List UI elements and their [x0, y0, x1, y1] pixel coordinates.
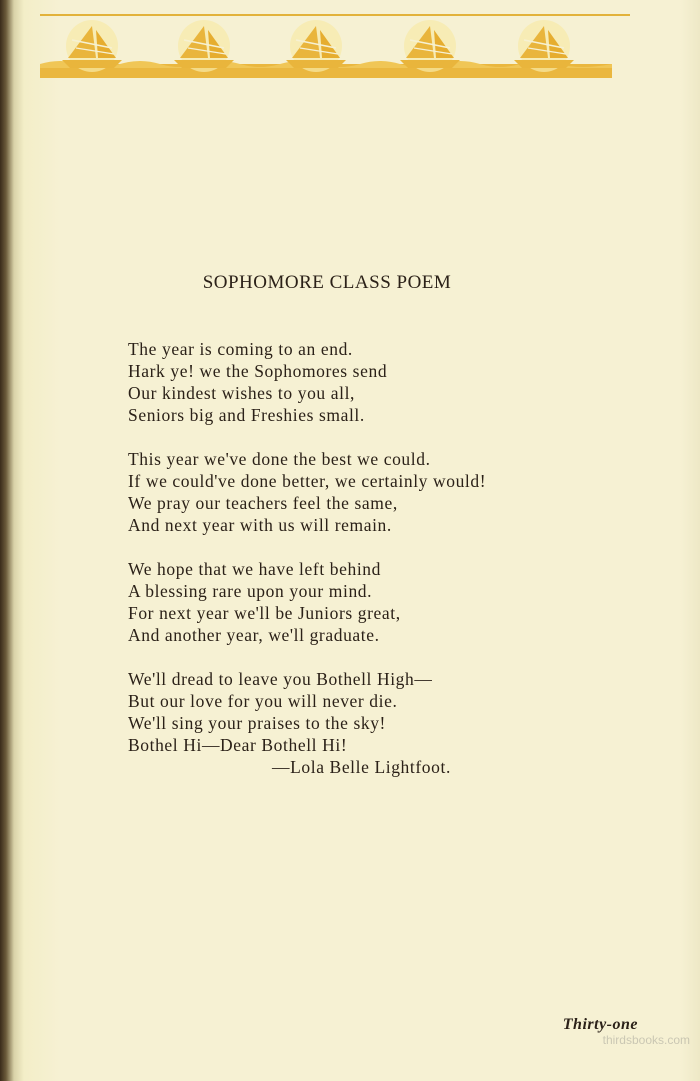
poem-body [128, 338, 598, 778]
stanza [128, 338, 598, 426]
poem-line: A blessing rare upon your mind. [128, 581, 373, 601]
poem-line: We hope that we have left behind [128, 559, 381, 579]
poem-line: This year we've done the best we could. [128, 449, 431, 469]
poem-line: We'll sing your praises to the sky! [128, 713, 386, 733]
poem-line: And another year, we'll graduate. [128, 625, 380, 645]
poem-line: We'll dread to leave you Bothell High— [128, 669, 433, 689]
stanza [128, 558, 598, 646]
sailboat-icon [514, 20, 574, 72]
poem-title: SOPHOMORE CLASS POEM [202, 272, 452, 293]
poem-line: We pray our teachers feel the same, [128, 493, 398, 513]
poem-line: Seniors big and Freshies small. [128, 405, 365, 425]
sailboat-banner [40, 14, 612, 78]
poem-attribution: —Lola Belle Lightfoot. [272, 757, 451, 777]
page-number: Thirty-one [562, 1016, 638, 1033]
sailboat-icon [400, 20, 460, 72]
poem-line: If we could've done better, we certainly would! [128, 471, 487, 491]
stanza [128, 448, 598, 536]
poem-line: Our kindest wishes to you all, [128, 383, 356, 403]
poem-line: And next year with us will remain. [128, 515, 392, 535]
poem-line: For next year we'll be Juniors great, [128, 603, 401, 623]
poem-line: Hark ye! we the Sophomores send [128, 361, 388, 381]
poem-line: The year is coming to an end. [128, 339, 353, 359]
sailboat-icon [286, 20, 346, 72]
stanza [128, 668, 598, 756]
sailboat-icon [174, 20, 234, 72]
sailboat-icon [62, 20, 122, 72]
poem-line: Bothel Hi—Dear Bothell Hi! [128, 735, 348, 755]
poem-line: But our love for you will never die. [128, 691, 398, 711]
watermark: thirdsbooks.com [602, 1033, 690, 1047]
